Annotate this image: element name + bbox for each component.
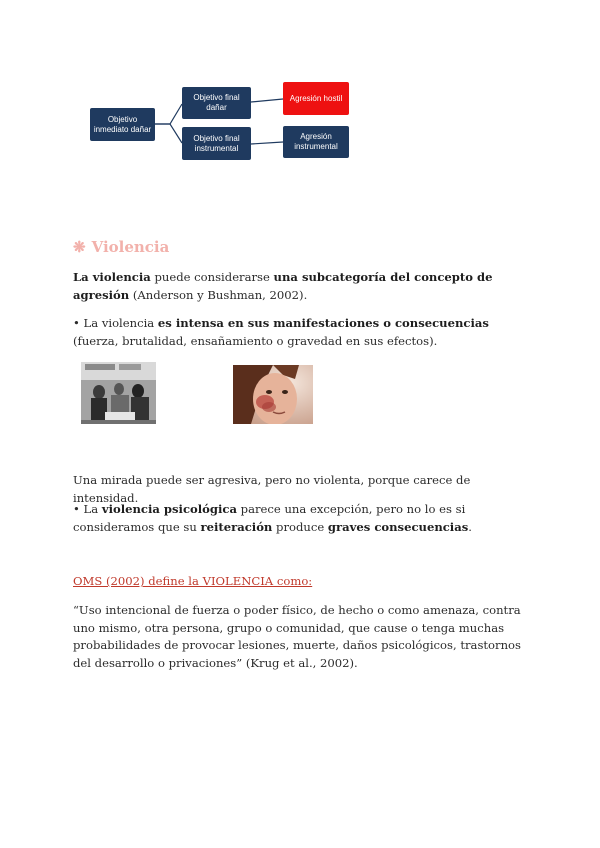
paragraph-intensity [73,315,533,350]
paragraph-definition [73,269,533,304]
p4-text-a: • La [73,502,102,516]
p3-text: Una mirada puede ser agresiva, pero no violenta, porque carece de intensidad. [73,473,471,505]
section-heading [73,238,169,256]
p1-citation: (Anderson y Bushman, 2002). [129,287,308,302]
p1-bold-concept: una subcategoría del concepto de agresión [73,270,493,302]
bruised-girl-photo [233,365,313,424]
p4-text-e: produce [272,519,328,534]
p2-text: • La violencia [73,316,158,330]
p2-detail: (fuerza, brutalidad, ensañamiento o gravedad en sus efectos). [73,333,438,348]
connector-top-leaf [251,99,283,102]
oms-quote [73,602,533,672]
p4-bold-graves: graves consecuencias [327,519,469,534]
p4-text-c: parece una excepción, pero no lo es si consideramos que su [73,502,466,534]
diagram-branch-top-label: Objetivo final dañar [193,93,240,112]
paragraph-psicologica [73,501,533,536]
connector-root-top [155,104,182,124]
diagram-root-label: Objetivo inmediato dañar [93,114,152,134]
p2-bold: es intensa en sus manifestaciones o consecuencias [157,316,489,330]
asterisk-icon: ❋ [73,238,86,256]
p1-text: puede considerarse [150,270,274,284]
connector-bottom-leaf [251,142,283,144]
diagram-branch-bottom-label: Objetivo final instrumental [193,133,240,153]
diagram-root-node [90,108,155,141]
diagram-leaf-instrumental-label: Agresión instrumental [294,132,338,151]
diagram-leaf-hostile-node [283,82,349,115]
diagram-branch-top-node [182,87,251,119]
oms-heading: OMS (2002) define la VIOLENCIA como: [73,574,313,588]
p4-text-g: . [468,519,472,534]
diagram-branch-bottom-node [182,127,251,160]
p1-bold-term: La violencia [73,270,151,284]
section-title: Violencia [91,238,170,256]
connector-root-bottom [155,124,182,143]
diagram-leaf-instrumental-node [283,126,349,158]
diagram-leaf-hostile-label: Agresión hostil [289,93,343,103]
street-violence-photo [81,362,156,424]
p4-bold-psicologica: violencia psicológica [101,502,237,516]
p4-bold-reiteracion: reiteración [200,519,273,534]
quote-text: “Uso intencional de fuerza o poder físico, de hecho o como amenaza, contra uno mismo, otra persona, grupo o comunidad, que cause o tenga muchas probabilidades de provocar lesiones, muerte, daños psicológicos, trastornos del desarrollo o privaciones” (Krug et al., 2002). [73,603,521,670]
